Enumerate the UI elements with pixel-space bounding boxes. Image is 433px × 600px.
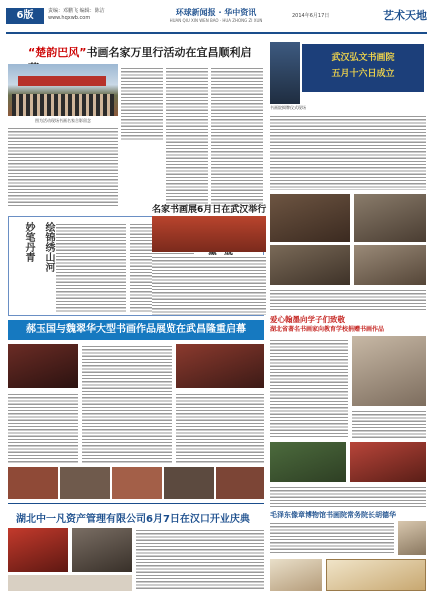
zhuanti-text-b [352,409,426,439]
zheng-thumb-1 [8,467,58,499]
mao-headline: 毛泽东像章博物馆书画院常务院长胡德华 [270,511,396,519]
editor-line: 责编：邓鹏飞 编辑：陈洁 [48,8,105,14]
poem-col1: 妙笔丹青 [23,222,34,262]
zhuanti-text-a [270,338,348,438]
zheng-photo-a [8,344,78,388]
zhuanti-title-line1: 爱心翰墨向学子们致敬 [270,315,345,324]
chubao-text-col3 [211,66,263,206]
wuhan-photo-a [270,194,350,242]
wuhan-photo-caption: 书画院揭牌仪式现场 [270,105,306,110]
chubao-text-col2 [166,66,208,206]
wuhan-photo-c [270,245,350,285]
chubao-photo-caption: 图为活动现场书画名家合影留念 [35,118,91,123]
newspaper-page [6,4,427,594]
page-number: 6版 [6,8,44,24]
paper-title: 环球新闻报 · 华中资讯 [175,8,257,17]
exhibition-text [152,255,266,315]
paper-subtitle: HUAN QIU XIN WEN BAO · HUA ZHONG ZI XUN [169,18,263,23]
zheng-photo-b [176,344,264,388]
company-photo-c [8,575,132,591]
mao-calligraphy-b [326,559,426,591]
banner-shape [18,76,106,86]
wuhan-text-bottom [270,288,426,310]
wuhan-text-top [270,114,426,190]
zheng-thumb-5 [216,467,264,499]
exhibition-headline: 名家书画展6月日在武汉举行 [152,205,267,215]
zheng-intro-text-a [56,222,126,312]
company-headline: 湖北中一凡资产管理有限公司6月7日在汉口开业庆典 [16,514,250,525]
chubao-text-col0 [8,126,118,206]
poem-col2: 绘锦绣山河 [43,222,54,272]
zheng-headline-bar: 郝玉国与魏翠华大型书画作品展览在武昌隆重启幕 [8,320,264,340]
people-row-shape [12,94,114,116]
zhuanti-portrait [352,336,426,406]
section-rule [8,503,264,504]
wuhan-title-line2: 五月十六日成立 [331,69,395,79]
zheng-text-b [8,392,78,464]
zhuanti-photo-a [270,442,346,482]
wuhan-title-block [302,44,424,92]
mao-portrait [398,521,426,555]
wuhan-photo-d [354,245,426,285]
zhuanti-title-line2: 湖北省著名书画家向教育学校捐赠书画作品 [270,326,385,333]
page-header [6,4,427,34]
mao-calligraphy-a [270,559,322,591]
company-photo-b [72,528,132,572]
website-line: www.hqxwb.com [48,15,91,21]
zhuanti-text-c [270,485,426,507]
zheng-text-c [176,392,264,464]
zheng-thumb-4 [164,467,214,499]
zheng-thumb-3 [112,467,162,499]
chubao-group-photo [8,64,118,116]
zheng-text-a [82,344,172,464]
mao-text-a [270,521,394,555]
wuhan-photo-b [354,194,426,242]
paper-masthead [156,7,276,23]
chubao-text-col1 [121,66,163,141]
issue-date: 2014年6月17日 [292,13,330,19]
zheng-thumb-2 [60,467,110,499]
section-title: 艺术天地 [383,9,427,22]
wuhan-title-line1: 武汉弘文书画院 [331,53,395,63]
editor-meta [48,8,105,22]
chubao-headline: “楚韵巴风”书画名家万里行活动在宜昌顺利启 [28,46,252,59]
exhibition-photo [152,216,266,252]
zhuanti-photo-b [350,442,426,482]
wuhan-side-photo [270,42,300,104]
company-photo-a [8,528,68,572]
company-text [136,528,264,590]
